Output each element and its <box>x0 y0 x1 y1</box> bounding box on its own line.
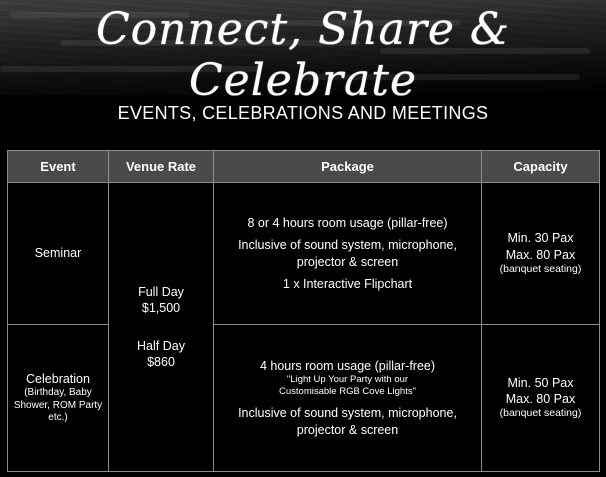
package-line: 1 x Interactive Flipchart <box>282 276 413 291</box>
package-line: 4 hours room usage (pillar-free) <box>259 359 436 374</box>
capacity-max: Max. 80 Pax <box>505 247 576 262</box>
rate-label: Half Day <box>137 339 185 353</box>
table-header-row <box>8 151 600 183</box>
events-table <box>7 150 600 472</box>
capacity-max: Max. 80 Pax <box>505 392 576 407</box>
header-banner <box>0 0 606 106</box>
event-name: Celebration <box>26 372 90 387</box>
rate-price: $860 <box>147 355 175 370</box>
column-header-capacity: Capacity <box>482 151 600 183</box>
page-subtitle: EVENTS, CELEBRATIONS AND MEETINGS <box>117 103 489 123</box>
column-header-package: Package <box>214 151 482 183</box>
script-title: Connect, Share & Celebrate <box>95 4 511 106</box>
rate-label: Full Day <box>138 284 184 299</box>
column-header-event: Event <box>8 151 109 183</box>
column-header-venue-rate: Venue Rate <box>109 151 214 183</box>
event-cell-celebration <box>8 325 109 472</box>
package-cell-celebration <box>214 325 482 472</box>
package-line: Inclusive of sound system, microphone, projector & screen <box>238 238 457 269</box>
package-line: 8 or 4 hours room usage (pillar-free) <box>247 216 448 230</box>
capacity-cell-seminar <box>482 183 600 325</box>
capacity-min: Min. 30 Pax <box>507 231 574 246</box>
rate-half-day <box>113 338 209 371</box>
package-cell-seminar <box>214 183 482 325</box>
package-note: "Light Up Your Party with our Customisable RGB Cove Lights" <box>279 374 416 397</box>
capacity-note: (banquet seating) <box>499 262 582 275</box>
rate-full-day <box>113 284 209 317</box>
event-name: Seminar <box>34 246 82 261</box>
capacity-min: Min. 50 Pax <box>507 375 574 390</box>
package-line: Inclusive of sound system, microphone, projector & screen <box>238 406 457 437</box>
venue-rate-cell <box>109 183 214 472</box>
table-row <box>8 183 600 325</box>
table-row <box>8 325 600 472</box>
capacity-cell-celebration <box>482 325 600 472</box>
event-cell-seminar <box>8 183 109 325</box>
capacity-note: (banquet seating) <box>499 407 582 420</box>
rate-price: $1,500 <box>141 300 181 315</box>
event-detail: (Birthday, Baby Shower, ROM Party etc.) <box>13 387 103 424</box>
